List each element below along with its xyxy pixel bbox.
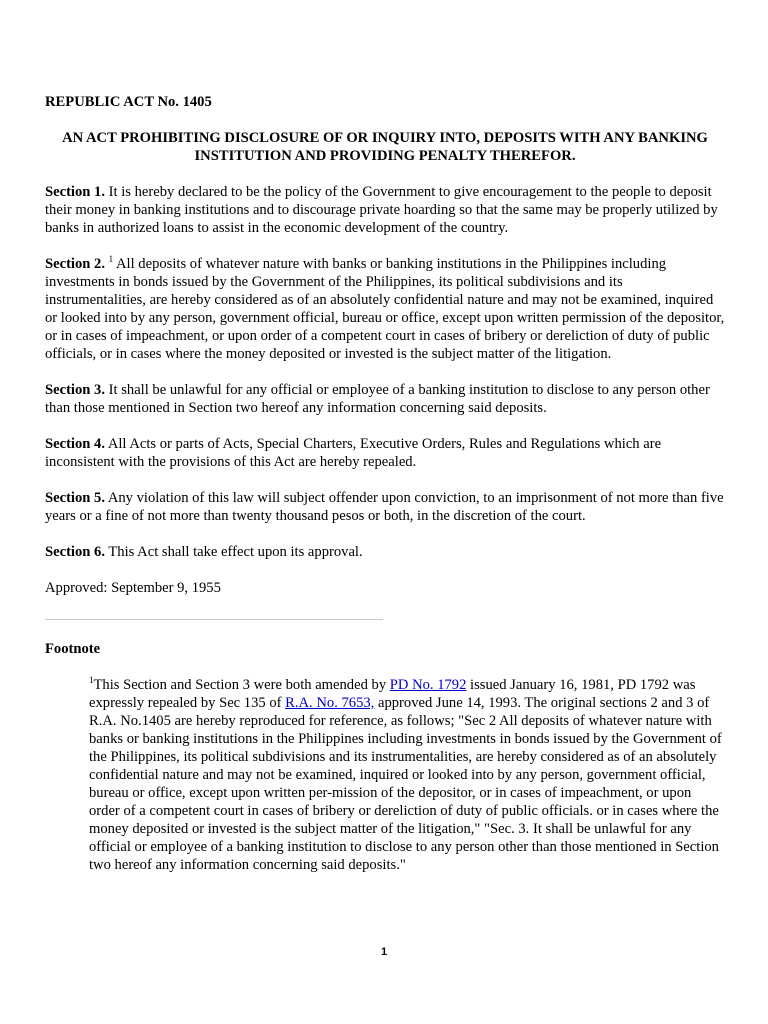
section-5-text: Any violation of this law will subject offender upon conviction, to an imprisonment of not more than five years or a fine of not more than twenty thousand pesos or both, in the discretion of the court. xyxy=(45,490,724,524)
document-title: REPUBLIC ACT No. 1405 xyxy=(45,94,212,110)
approval-date: Approved: September 9, 1955 xyxy=(45,580,221,596)
section-1-label: Section 1. xyxy=(45,184,105,200)
page-number: 1 xyxy=(380,946,388,958)
section-1 xyxy=(45,183,725,237)
section-4 xyxy=(45,435,725,471)
section-3-text: It shall be unlawful for any official or employee of a banking institution to disclose to any person other than those mentioned in Section two hereof any information concerning said deposits. xyxy=(45,382,710,416)
section-2-label: Section 2. xyxy=(45,256,105,272)
section-4-label: Section 4. xyxy=(45,436,105,452)
footnote-text-3: approved June 14, 1993. The original sections 2 and 3 of R.A. No.1405 are hereby reproduced for reference, as follows; "Sec 2 All deposits of whatever nature with banks or banking institutions in the Philippines including investments in bonds issued by the Government of the Philippines, its political subdivisions and its instrumentalities, are hereby considered as of an absolutely confidential nature and may not be examined, inquired or looked into by any person, government official, bureau or office, except upon written per-mission of the depositor, or in cases of impeachment, or upon order of a competent court in cases of bribery or dereliction of duty of public officials. or in cases where the money deposited or invested is the subject matter of the litigation," "Sec. 3. It shall be unlawful for any official or employee of a banking institution to disclose to any person other than those mentioned in Section two hereof any information concerning said deposits." xyxy=(89,695,722,873)
section-6 xyxy=(45,543,725,561)
section-2-text: All deposits of whatever nature with banks or banking institutions in the Philippines including investments in bonds issued by the Government of the Philippines, its political subdivisions and its instrumentalities, are hereby considered as of an absolutely confidential nature and may not be examined, inquired or looked into by any person, government official, bureau or office, except upon written permission of the depositor, or in cases of impeachment, or upon order of a competent court in cases of bribery or dereliction of duty of public officials, or in cases where the money deposited or invested is the subject matter of the litigation. xyxy=(45,256,725,362)
footnote-marker: 1 xyxy=(89,675,94,686)
footnote-divider xyxy=(45,619,383,620)
section-2-footnote-marker: 1 xyxy=(108,254,114,265)
pd-1792-link[interactable]: PD No. 1792 xyxy=(389,677,467,693)
document-page xyxy=(45,93,725,874)
section-5 xyxy=(45,489,725,525)
footnote-text-1: This Section and Section 3 were both amended by xyxy=(93,677,390,693)
act-heading xyxy=(45,129,725,165)
section-4-text: All Acts or parts of Acts, Special Charters, Executive Orders, Rules and Regulations which are inconsistent with the provisions of this Act are hereby repealed. xyxy=(45,436,662,470)
act-heading-line-2: INSTITUTION AND PROVIDING PENALTY THEREFOR. xyxy=(194,148,576,164)
act-heading-line-1: AN ACT PROHIBITING DISCLOSURE OF OR INQUIRY INTO, DEPOSITS WITH ANY BANKING xyxy=(62,130,708,146)
section-3 xyxy=(45,381,725,417)
footnote-text-2: issued January 16, 1981, PD 1792 was expressly repealed by Sec 135 of xyxy=(89,677,696,711)
section-3-label: Section 3. xyxy=(45,382,105,398)
section-6-text: This Act shall take effect upon its approval. xyxy=(105,544,363,560)
ra-7653-link[interactable]: R.A. No. 7653, xyxy=(285,695,375,711)
section-5-label: Section 5. xyxy=(45,490,105,506)
section-6-label: Section 6. xyxy=(45,544,105,560)
section-2 xyxy=(45,255,725,363)
footnote-heading: Footnote xyxy=(45,641,101,657)
section-1-text: It is hereby declared to be the policy of the Government to give encouragement to the people to deposit their money in banking institutions and to discourage private hoarding so that the same may be properly utilized by banks in authorized loans to assist in the economic development of the country. xyxy=(45,184,718,236)
footnote-body xyxy=(89,676,725,874)
